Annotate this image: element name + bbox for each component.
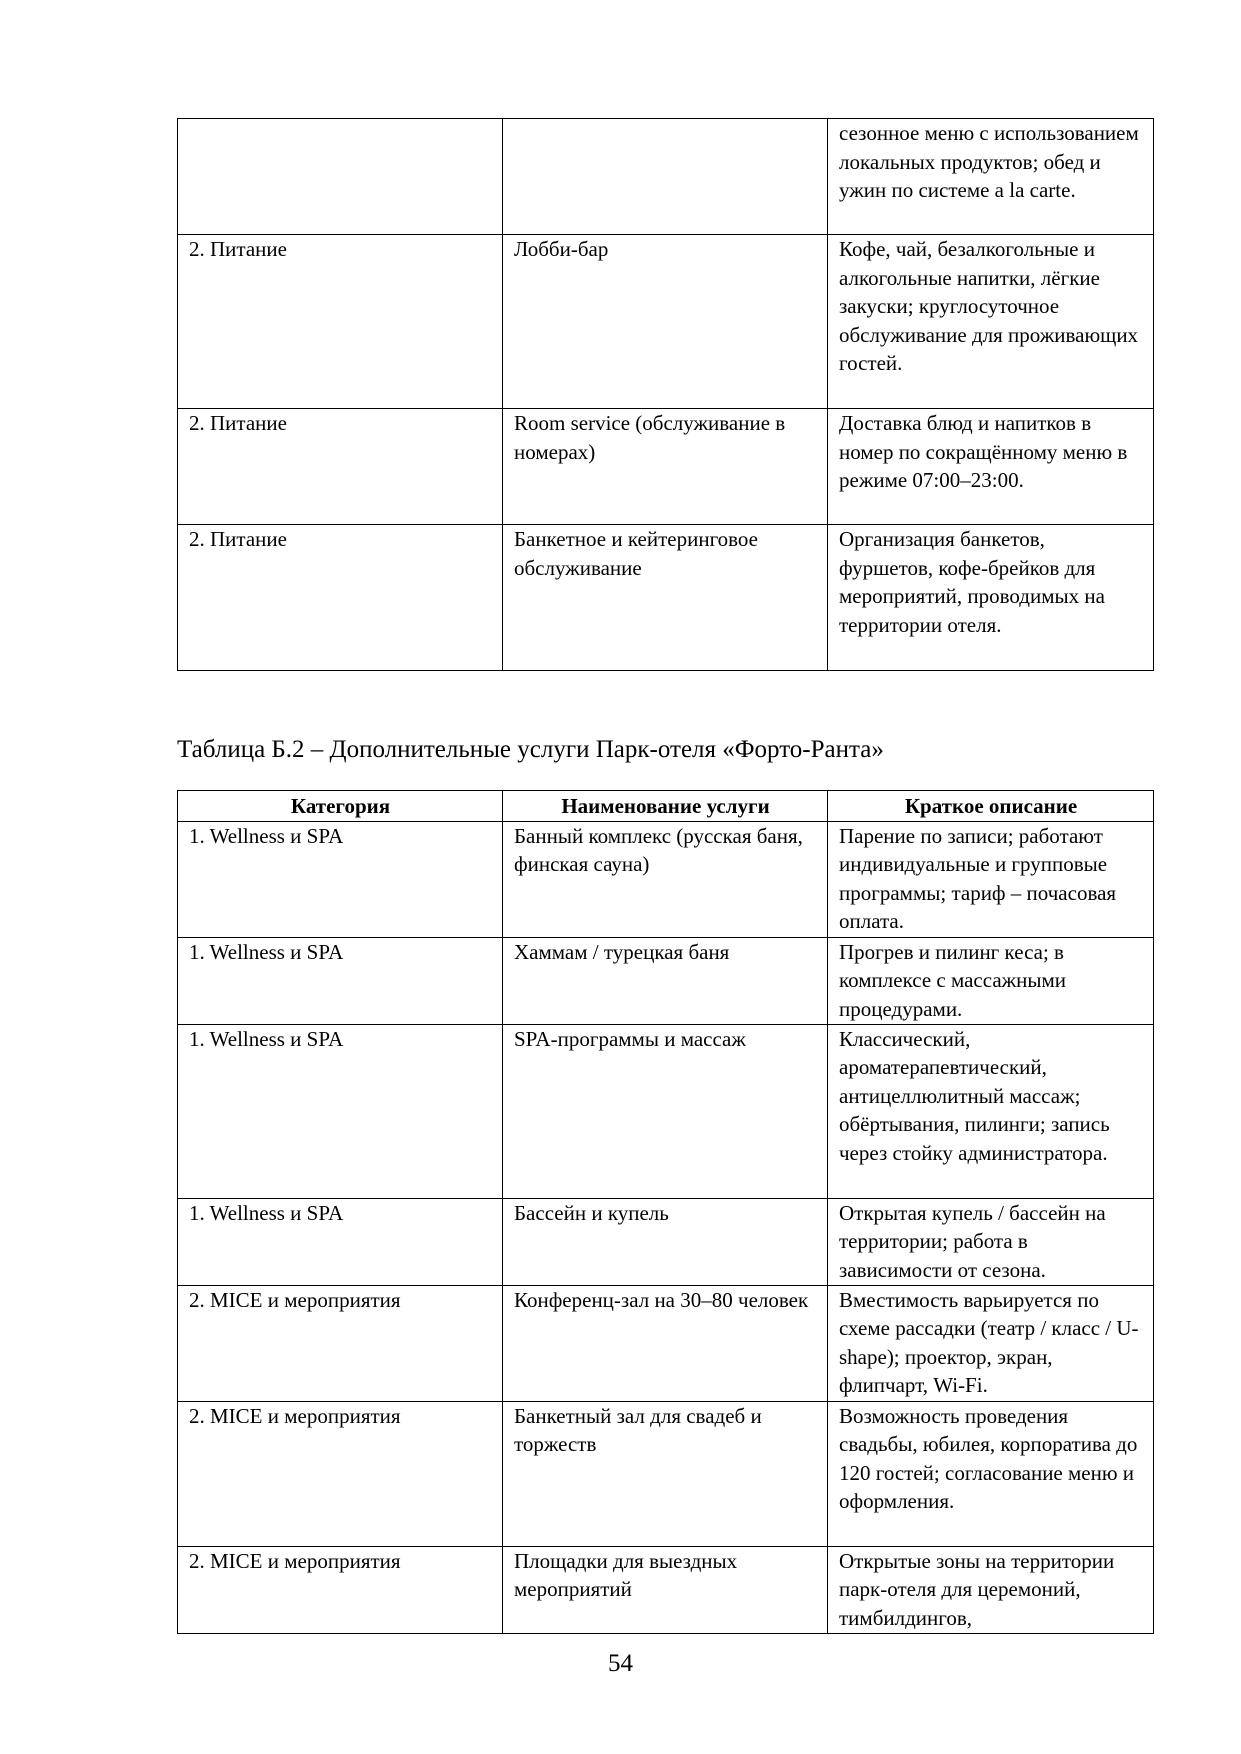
header-service-name: Наименование услуги [503, 791, 828, 822]
category-cell: 2. MICE и мероприятия [178, 1546, 503, 1633]
category-cell: 1. Wellness и SPA [178, 1198, 503, 1285]
description-cell: Вместимость варьируется по схеме рассадки (театр / класс / U-shape); проектор, экран, флипчарт, Wi-Fi. [828, 1285, 1154, 1401]
service-name-cell: Площадки для выездных мероприятий [503, 1546, 828, 1633]
category-cell: 2. Питание [178, 235, 503, 409]
category-cell: 2. Питание [178, 409, 503, 525]
table-row [178, 409, 1154, 525]
description-cell: Доставка блюд и напитков в номер по сокращённому меню в режиме 07:00–23:00. [828, 409, 1154, 525]
table-row [178, 937, 1154, 1024]
service-name-cell: Банный комплекс (русская баня, финская сауна) [503, 821, 828, 937]
table-row [178, 119, 1154, 235]
table-row [178, 525, 1154, 671]
service-name-cell: Банкетный зал для свадеб и торжеств [503, 1401, 828, 1546]
description-cell: Парение по записи; работают индивидуальные и групповые программы; тариф – почасовая оплата. [828, 821, 1154, 937]
description-cell: Возможность проведения свадьбы, юбилея, корпоратива до 120 гостей; согласование меню и оформления. [828, 1401, 1154, 1546]
table-row [178, 1401, 1154, 1546]
service-name-cell: SPA-программы и массаж [503, 1024, 828, 1198]
category-cell: 1. Wellness и SPA [178, 937, 503, 1024]
category-cell: 2. MICE и мероприятия [178, 1285, 503, 1401]
category-cell: 1. Wellness и SPA [178, 1024, 503, 1198]
description-cell: Прогрев и пилинг кеса; в комплексе с массажными процедурами. [828, 937, 1154, 1024]
service-name-cell: Хаммам / турецкая баня [503, 937, 828, 1024]
table-header-row [178, 791, 1154, 822]
description-cell: Открытые зоны на территории парк-отеля для церемоний, тимбилдингов, [828, 1546, 1154, 1633]
service-name-cell: Room service (обслуживание в номерах) [503, 409, 828, 525]
description-cell: сезонное меню с использованием локальных продуктов; обед и ужин по системе a la carte. [828, 119, 1154, 235]
header-description: Краткое описание [828, 791, 1154, 822]
description-cell: Кофе, чай, безалкогольные и алкогольные напитки, лёгкие закуски; круглосуточное обслуживание для проживающих гостей. [828, 235, 1154, 409]
category-cell: 1. Wellness и SPA [178, 821, 503, 937]
category-cell: 2. MICE и мероприятия [178, 1401, 503, 1546]
table-row [178, 1546, 1154, 1633]
description-cell: Открытая купель / бассейн на территории; работа в зависимости от сезона. [828, 1198, 1154, 1285]
page-number: 54 [608, 1650, 633, 1677]
category-cell [178, 119, 503, 235]
additional-services-table [177, 790, 1154, 1634]
table-row [178, 1198, 1154, 1285]
table-row [178, 235, 1154, 409]
category-cell: 2. Питание [178, 525, 503, 671]
table-caption: Таблица Б.2 – Дополнительные услуги Парк-отеля «Форто-Ранта» [177, 736, 884, 763]
description-cell: Классический, ароматерапевтический, антицеллюлитный массаж; обёртывания, пилинги; запись через стойку администратора. [828, 1024, 1154, 1198]
table-row [178, 1024, 1154, 1198]
header-category: Категория [178, 791, 503, 822]
table-row [178, 1285, 1154, 1401]
service-name-cell: Конференц-зал на 30–80 человек [503, 1285, 828, 1401]
service-name-cell: Банкетное и кейтеринговое обслуживание [503, 525, 828, 671]
service-name-cell: Лобби-бар [503, 235, 828, 409]
service-name-cell: Бассейн и купель [503, 1198, 828, 1285]
service-name-cell [503, 119, 828, 235]
services-table-continued [177, 118, 1154, 671]
table-row [178, 821, 1154, 937]
description-cell: Организация банкетов, фуршетов, кофе-брейков для мероприятий, проводимых на территории отеля. [828, 525, 1154, 671]
